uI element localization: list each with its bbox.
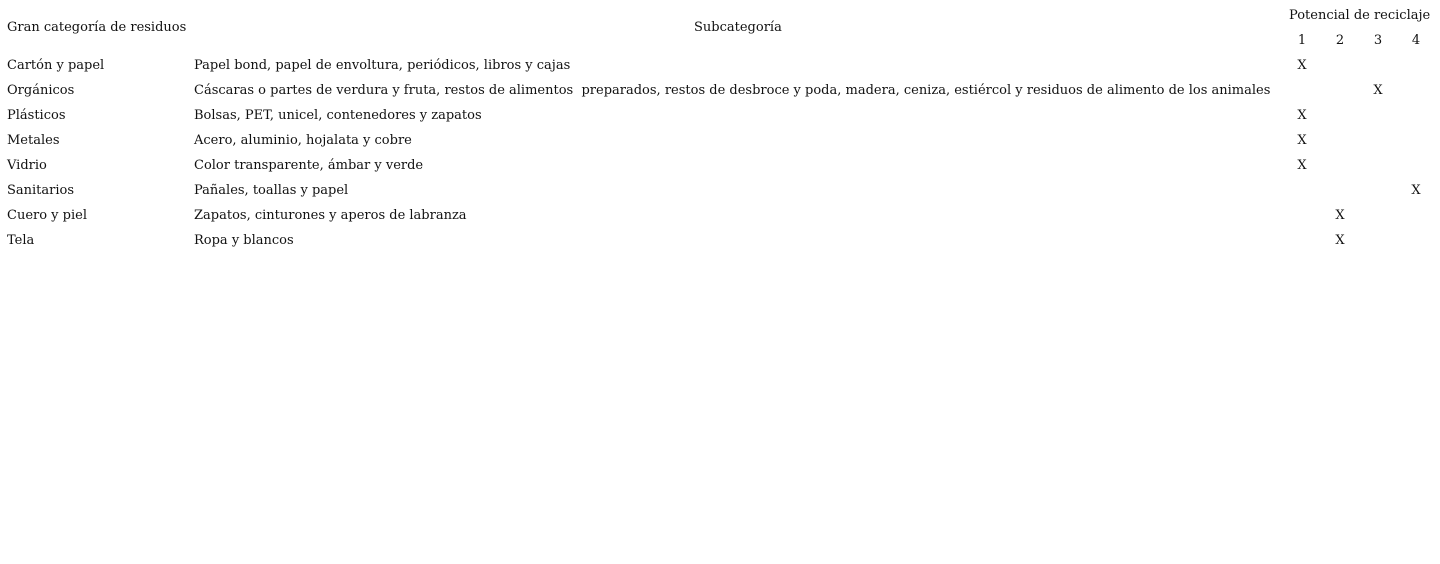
subcategory-cell: Cáscaras o partes de verdura y fruta, restos de alimentos preparados, restos de desbroce y poda, madera, ceniza, estiércol y residuos de alimento de los animales bbox=[194, 83, 1271, 98]
recycling-mark: X bbox=[1297, 158, 1307, 173]
category-cell: Cuero y piel bbox=[7, 208, 87, 223]
table-row bbox=[0, 133, 1440, 158]
header-level-3: 3 bbox=[1373, 33, 1383, 48]
table-row bbox=[0, 233, 1440, 258]
recycling-mark: X bbox=[1297, 108, 1307, 123]
header-level-4: 4 bbox=[1411, 33, 1421, 48]
header-category: Gran categoría de residuos bbox=[7, 20, 187, 35]
subcategory-cell: Pañales, toallas y papel bbox=[194, 183, 349, 198]
recycling-mark: X bbox=[1411, 183, 1421, 198]
recycling-mark: X bbox=[1373, 83, 1383, 98]
table-row bbox=[0, 83, 1440, 108]
category-cell: Metales bbox=[7, 133, 60, 148]
header-recycling-potential: Potencial de reciclaje bbox=[1289, 8, 1431, 23]
table-row bbox=[0, 183, 1440, 208]
recycling-mark: X bbox=[1297, 133, 1307, 148]
header-level-2: 2 bbox=[1335, 33, 1345, 48]
subcategory-cell: Acero, aluminio, hojalata y cobre bbox=[194, 133, 412, 148]
table-row bbox=[0, 108, 1440, 133]
recycling-mark: X bbox=[1335, 208, 1345, 223]
subcategory-cell: Papel bond, papel de envoltura, periódicos, libros y cajas bbox=[194, 58, 571, 73]
subcategory-cell: Bolsas, PET, unicel, contenedores y zapatos bbox=[194, 108, 482, 123]
category-cell: Orgánicos bbox=[7, 83, 75, 98]
category-cell: Sanitarios bbox=[7, 183, 75, 198]
subcategory-cell: Color transparente, ámbar y verde bbox=[194, 158, 424, 173]
category-cell: Plásticos bbox=[7, 108, 66, 123]
header-level-1: 1 bbox=[1297, 33, 1307, 48]
table-row bbox=[0, 158, 1440, 183]
category-cell: Tela bbox=[7, 233, 35, 248]
recycling-mark: X bbox=[1335, 233, 1345, 248]
table-row bbox=[0, 58, 1440, 83]
subcategory-cell: Ropa y blancos bbox=[194, 233, 294, 248]
recycling-mark: X bbox=[1297, 58, 1307, 73]
category-cell: Vidrio bbox=[7, 158, 47, 173]
header-subcategory: Subcategoría bbox=[694, 20, 782, 35]
category-cell: Cartón y papel bbox=[7, 58, 105, 73]
subcategory-cell: Zapatos, cinturones y aperos de labranza bbox=[194, 208, 467, 223]
table-row bbox=[0, 208, 1440, 233]
